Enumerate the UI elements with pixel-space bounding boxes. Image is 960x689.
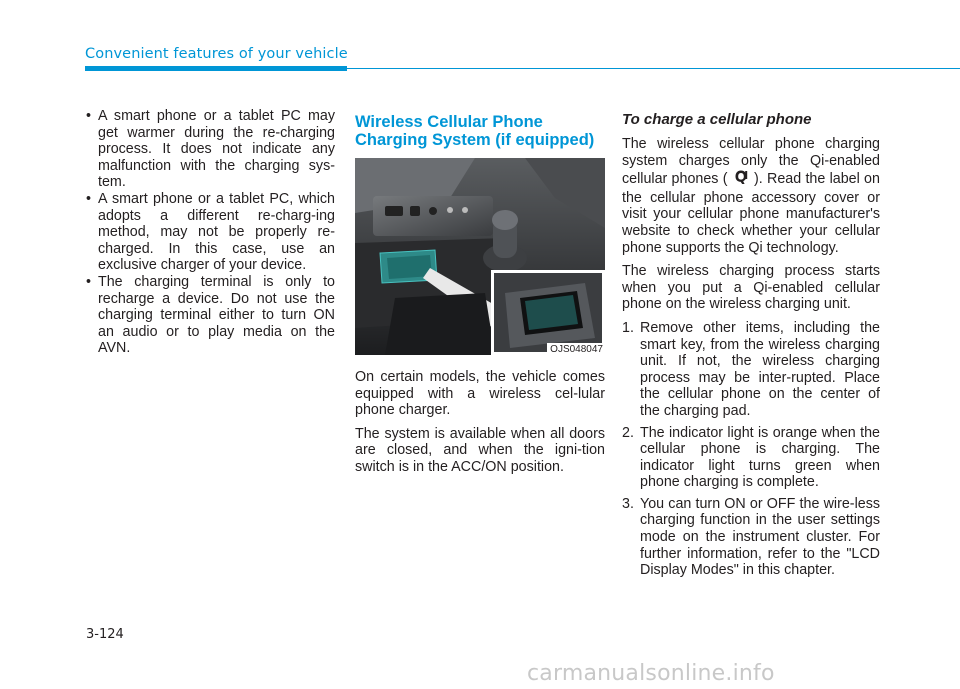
body-paragraph: The wireless charging process starts when you put a Qi-enabled cellular phone on the wireless charging unit. bbox=[622, 263, 880, 313]
intro-text-end: ). Read the label on the cellular phone accessory cover or visit your cellular phone manufacturer's website to check whether your cellular phone supports the Qi technology. bbox=[622, 171, 880, 256]
left-column bbox=[86, 108, 335, 357]
bullet-item: • A smart phone or a tablet PC, which adopts a different re-charg-ing method, may not be properly re-charged. In this case, use an exclusive charger of your device. bbox=[86, 191, 335, 274]
header-rule-line bbox=[347, 68, 960, 69]
step-text: The indicator light is orange when the cellular phone is charging. The indicator light turns green when phone charging is complete. bbox=[640, 424, 880, 491]
page-number: 3-124 bbox=[86, 627, 124, 642]
step-item bbox=[622, 320, 880, 420]
step-item bbox=[622, 496, 880, 579]
step-number: 2. bbox=[622, 424, 634, 441]
body-paragraph: On certain models, the vehicle comes equipped with a wireless cel-lular phone charger. bbox=[355, 369, 605, 419]
bullet-item: • A smart phone or a tablet PC may get warmer during the re-charging process. It does not indicate any malfunction with the charging sys-tem. bbox=[86, 108, 335, 191]
bullet-item: • The charging terminal is only to recharge a device. Do not use the charging terminal either to turn ON an audio or to play media on the AVN. bbox=[86, 274, 335, 357]
step-text: Remove other items, including the smart key, from the wireless charging unit. If not, the wireless charging process may be inter-rupted. Place the cellular phone on the center of the charging pad. bbox=[640, 319, 880, 419]
step-text: You can turn ON or OFF the wire-less charging function in the user settings mode on the instrument cluster. For further information, refer to the "LCD Display Modes" in this chapter. bbox=[640, 495, 880, 579]
body-paragraph: The system is available when all doors are closed, and when the igni-tion switch is in the ACC/ON position. bbox=[355, 425, 605, 475]
intro-text-start: The wireless cellular phone charging system charges only the Qi-enabled cellular phones ( bbox=[622, 136, 880, 188]
figure-code-label: OJS048047 bbox=[547, 343, 605, 355]
step-item bbox=[622, 425, 880, 491]
middle-column bbox=[355, 113, 605, 483]
qi-logo-icon bbox=[734, 169, 748, 190]
subsection-title: To charge a cellular phone bbox=[622, 111, 812, 128]
section-header-title: Convenient features of your vehicle bbox=[85, 46, 348, 62]
step-number: 3. bbox=[622, 495, 634, 512]
charging-steps-list bbox=[622, 320, 880, 579]
section-title: Wireless Cellular Phone Charging System (if equipped) bbox=[355, 113, 595, 149]
intro-paragraph bbox=[622, 136, 880, 256]
right-column bbox=[622, 111, 880, 584]
site-watermark: carmanualsonline.info bbox=[527, 661, 775, 686]
caution-bullet-list bbox=[86, 108, 335, 357]
header-accent-bar bbox=[85, 66, 347, 71]
console-illustration bbox=[355, 158, 605, 355]
wireless-charger-photo bbox=[355, 158, 605, 355]
step-number: 1. bbox=[622, 319, 634, 336]
